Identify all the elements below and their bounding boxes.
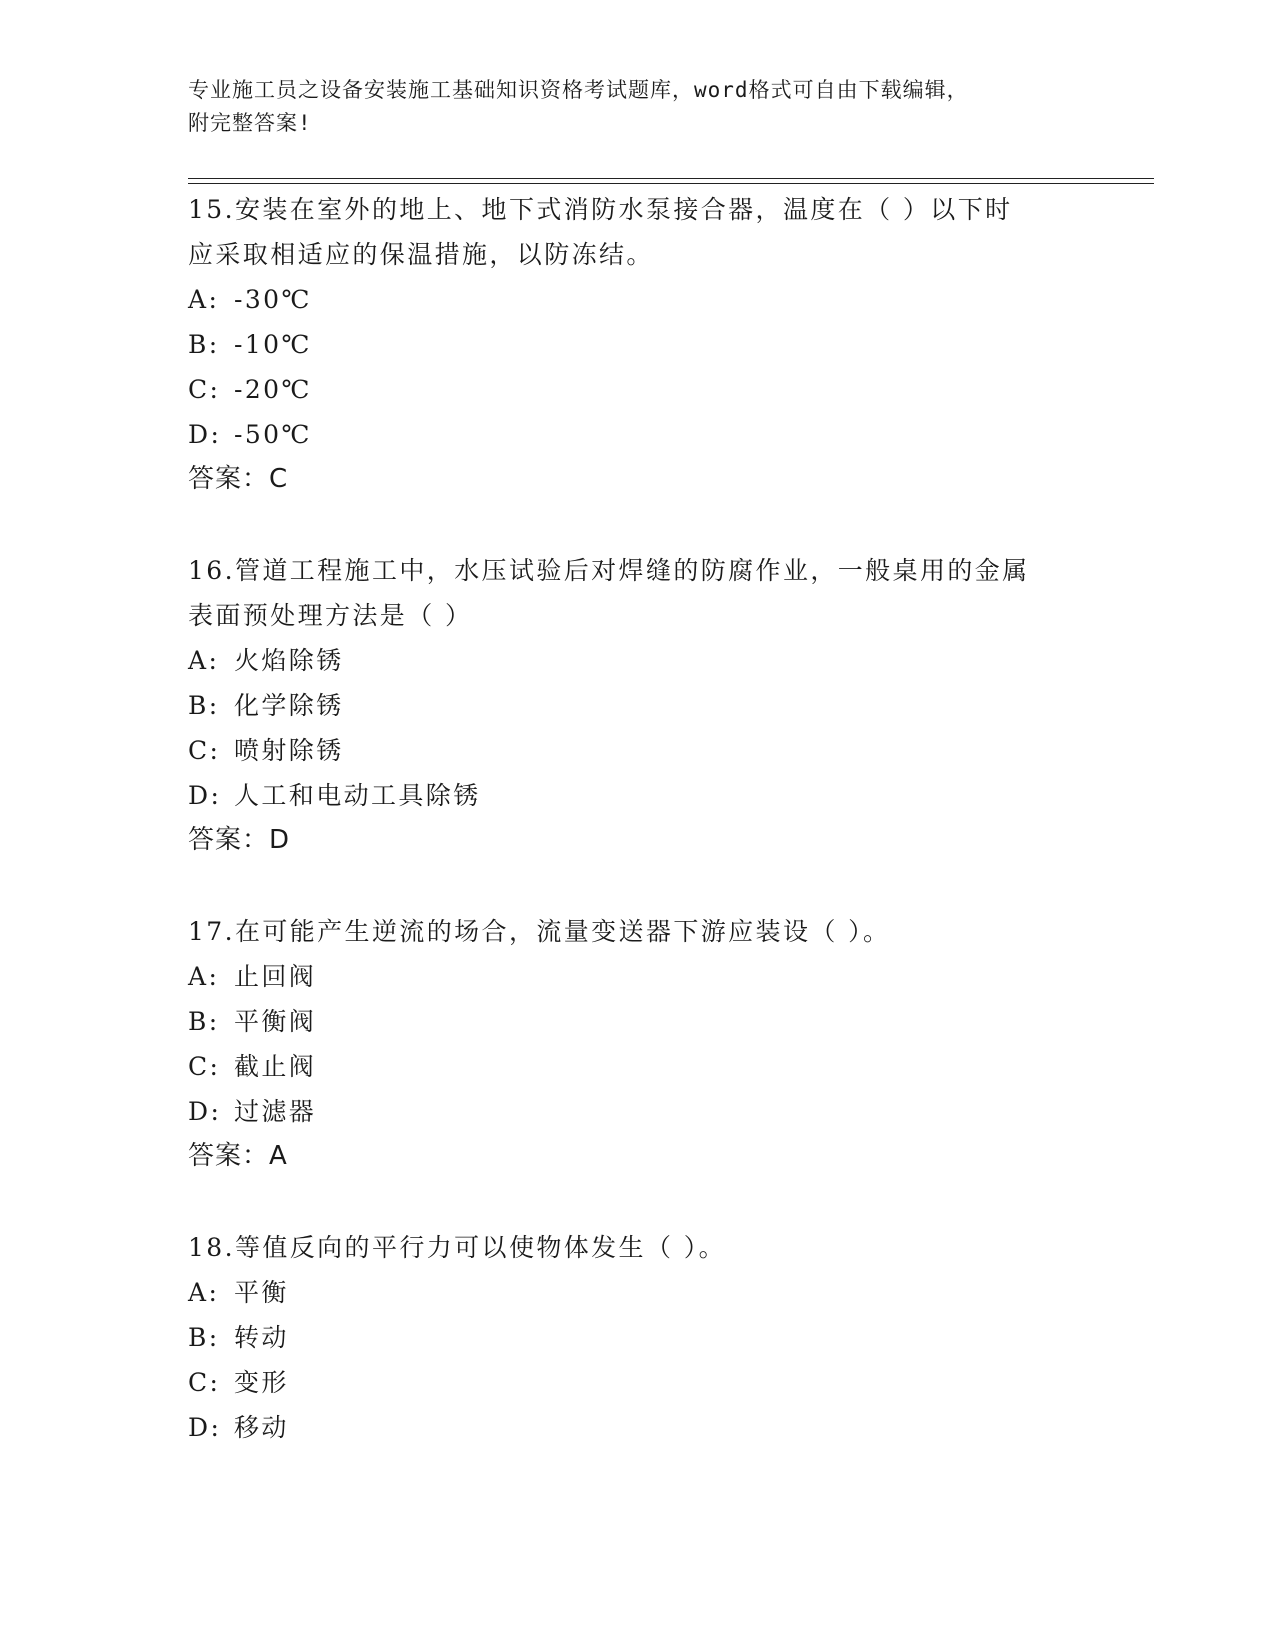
option-key: B: bbox=[188, 691, 220, 720]
option-key: D: bbox=[188, 1413, 222, 1442]
option-b bbox=[188, 999, 1128, 1044]
option-text: 过滤器 bbox=[234, 1097, 317, 1126]
option-text: 变形 bbox=[234, 1368, 289, 1397]
question-text-line: 应采取相适应的保温措施，以防冻结。 bbox=[188, 240, 654, 269]
header-divider-bottom bbox=[188, 183, 1154, 184]
question-text-line: 17.在可能产生逆流的场合，流量变送器下游应装设（ ）。 bbox=[188, 917, 891, 946]
option-c bbox=[188, 367, 1128, 412]
option-b bbox=[188, 683, 1128, 728]
option-key: B: bbox=[188, 330, 220, 359]
question-18 bbox=[188, 1225, 1128, 1450]
option-text: 人工和电动工具除锈 bbox=[234, 781, 481, 810]
header-line-2: 附完整答案! bbox=[188, 111, 312, 135]
option-text: 止回阀 bbox=[234, 962, 317, 991]
option-c bbox=[188, 1360, 1128, 1405]
question-text-line: 表面预处理方法是（ ） bbox=[188, 601, 473, 630]
option-key: C: bbox=[188, 375, 221, 404]
option-text: 平衡 bbox=[234, 1278, 289, 1307]
option-a bbox=[188, 954, 1128, 999]
option-text: 化学除锈 bbox=[234, 691, 344, 720]
option-key: A: bbox=[188, 285, 220, 314]
option-key: A: bbox=[188, 962, 220, 991]
answer-line: 答案：A bbox=[188, 1141, 288, 1171]
question-text-line: 18.等值反向的平行力可以使物体发生（ ）。 bbox=[188, 1233, 727, 1262]
option-text: -20℃ bbox=[234, 375, 312, 404]
question-text-line: 16.管道工程施工中，水压试验后对焊缝的防腐作业，一般桌用的金属 bbox=[188, 556, 1030, 585]
option-a bbox=[188, 1270, 1128, 1315]
answer-line: 答案：D bbox=[188, 825, 291, 855]
option-d bbox=[188, 1089, 1128, 1134]
option-key: D: bbox=[188, 420, 222, 449]
option-key: C: bbox=[188, 1052, 221, 1081]
option-a bbox=[188, 638, 1128, 683]
option-text: -50℃ bbox=[234, 420, 312, 449]
option-text: -30℃ bbox=[234, 285, 312, 314]
option-key: D: bbox=[188, 1097, 222, 1126]
option-key: B: bbox=[188, 1323, 220, 1352]
option-text: 截止阀 bbox=[234, 1052, 317, 1081]
option-key: C: bbox=[188, 1368, 221, 1397]
document-header bbox=[188, 74, 1088, 140]
option-a bbox=[188, 277, 1128, 322]
option-d bbox=[188, 773, 1128, 818]
header-line-1: 专业施工员之设备安装施工基础知识资格考试题库，word格式可自由下载编辑， bbox=[188, 78, 969, 102]
header-divider-top bbox=[188, 178, 1154, 179]
option-key: A: bbox=[188, 1278, 220, 1307]
question-15 bbox=[188, 187, 1128, 502]
option-d bbox=[188, 1405, 1128, 1450]
option-text: 转动 bbox=[234, 1323, 289, 1352]
option-d bbox=[188, 412, 1128, 457]
option-key: D: bbox=[188, 781, 222, 810]
option-key: C: bbox=[188, 736, 221, 765]
option-text: 火焰除锈 bbox=[234, 646, 344, 675]
option-key: A: bbox=[188, 646, 220, 675]
option-c bbox=[188, 1044, 1128, 1089]
answer-line: 答案：C bbox=[188, 464, 289, 494]
question-17 bbox=[188, 909, 1128, 1179]
option-text: 平衡阀 bbox=[234, 1007, 317, 1036]
option-key: B: bbox=[188, 1007, 220, 1036]
question-text-line: 15.安装在室外的地上、地下式消防水泵接合器，温度在（ ）以下时 bbox=[188, 195, 1013, 224]
option-b bbox=[188, 1315, 1128, 1360]
option-text: 移动 bbox=[234, 1413, 289, 1442]
option-text: 喷射除锈 bbox=[234, 736, 344, 765]
option-text: -10℃ bbox=[234, 330, 312, 359]
question-16 bbox=[188, 548, 1128, 863]
option-b bbox=[188, 322, 1128, 367]
option-c bbox=[188, 728, 1128, 773]
